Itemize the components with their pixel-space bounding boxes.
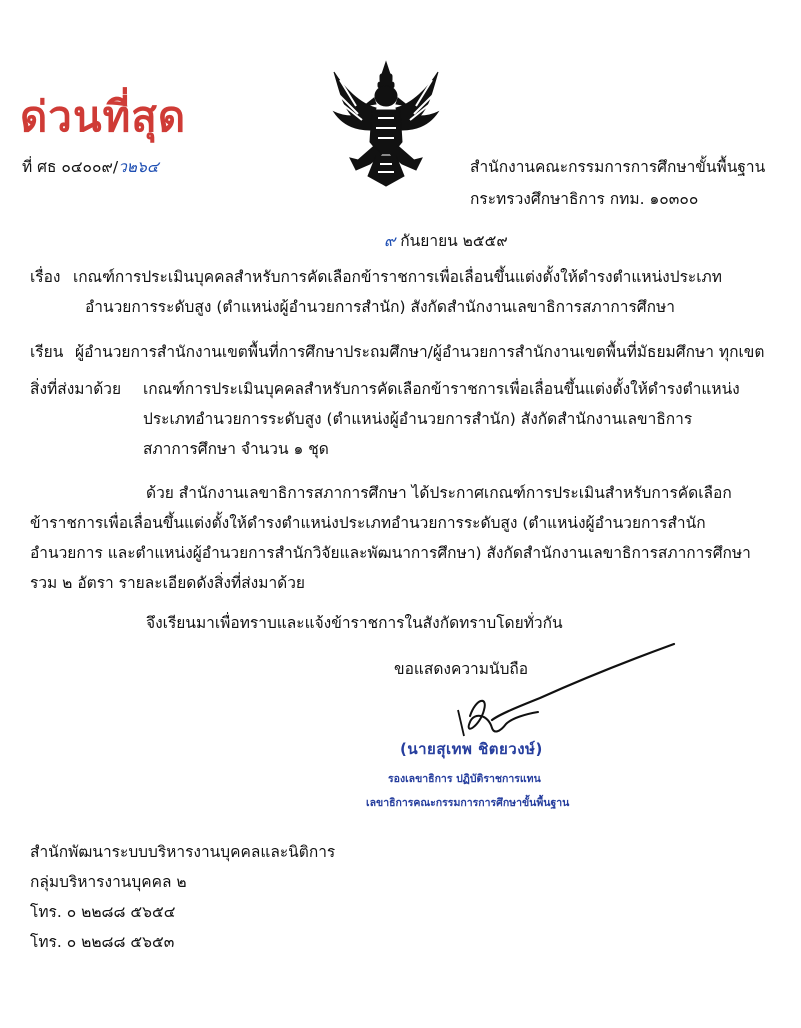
recipient-label: เรียน xyxy=(30,343,64,361)
signatory-name: (นายสุเทพ ชิตยวงษ์) xyxy=(400,740,543,758)
document-date xyxy=(384,231,508,251)
urgent-stamp: ด่วนที่สุด xyxy=(20,92,187,141)
subject-line-1: เกณฑ์การประเมินบุคคลสำหรับการคัดเลือกข้าราชการเพื่อเลื่อนขึ้นแต่งตั้งให้ดำรงตำแหน่งประเภท xyxy=(73,268,722,286)
body-line-3: อำนวยการ และตำแหน่งผู้อำนวยการสำนักวิจัยและพัฒนาการศึกษา) สังกัดสำนักงานเลขาธิการสภาการศึกษา xyxy=(30,544,751,562)
enclosure-line-1: เกณฑ์การประเมินบุคคลสำหรับการคัดเลือกข้าราชการเพื่อเลื่อนขึ้นแต่งตั้งให้ดำรงตำแหน่ง xyxy=(143,380,740,398)
body-line-4: รวม ๒ อัตรา รายละเอียดดังสิ่งที่ส่งมาด้วย xyxy=(30,574,306,592)
enclosure-line-2: ประเภทอำนวยการระดับสูง (ตำแหน่งผู้อำนวยการสำนัก) สังกัดสำนักงานเลขาธิการ xyxy=(143,410,693,428)
enclosure-line-3: สภาการศึกษา จำนวน ๑ ชุด xyxy=(143,440,329,458)
date-month-year: กันยายน ๒๕๕๙ xyxy=(400,232,508,250)
reference-prefix: ที่ ศธ ๐๔๐๐๙/ xyxy=(22,158,119,176)
document-reference xyxy=(22,157,159,177)
date-day-handwritten: ๙ xyxy=(384,232,396,250)
handwritten-signature xyxy=(430,640,680,740)
garuda-emblem-icon xyxy=(330,58,442,190)
signatory-title-line-1: รองเลขาธิการ ปฏิบัติราชการแทน xyxy=(388,773,541,785)
footer-phone-2: โทร. ๐ ๒๒๘๘ ๕๖๕๓ xyxy=(30,933,175,951)
footer-group: กลุ่มบริหารงานบุคคล ๒ xyxy=(30,873,187,891)
enclosure-label: สิ่งที่ส่งมาด้วย xyxy=(30,380,122,398)
subject-line-2: อำนวยการระดับสูง (ตำแหน่งผู้อำนวยการสำนัก) สังกัดสำนักงานเลขาธิการสภาการศึกษา xyxy=(85,298,675,316)
footer-department: สำนักพัฒนาระบบบริหารงานบุคคลและนิติการ xyxy=(30,843,336,861)
footer-phone-1: โทร. ๐ ๒๒๘๘ ๕๖๕๔ xyxy=(30,903,176,921)
recipient-text: ผู้อำนวยการสำนักงานเขตพื้นที่การศึกษาประถมศึกษา/ผู้อำนวยการสำนักงานเขตพื้นที่มัธยมศึกษา ทุกเขต xyxy=(75,343,765,361)
office-name: สำนักงานคณะกรรมการการศึกษาขั้นพื้นฐาน xyxy=(470,158,766,176)
subject-label: เรื่อง xyxy=(30,268,61,286)
body-line-2: ข้าราชการเพื่อเลื่อนขึ้นแต่งตั้งให้ดำรงตำแหน่งประเภทอำนวยการระดับสูง (ตำแหน่งผู้อำนวยการสำนัก xyxy=(30,514,706,532)
reference-handwritten-number: ว๒๖๔ xyxy=(118,158,159,176)
regards: ขอแสดงความนับถือ xyxy=(394,660,529,678)
body-line-1: ด้วย สำนักงานเลขาธิการสภาการศึกษา ได้ประกาศเกณฑ์การประเมินสำหรับการคัดเลือก xyxy=(146,484,732,502)
office-address: กระทรวงศึกษาธิการ กทม. ๑๐๓๐๐ xyxy=(470,190,699,208)
signatory-title-line-2: เลขาธิการคณะกรรมการการศึกษาขั้นพื้นฐาน xyxy=(366,797,570,809)
closing-sentence: จึงเรียนมาเพื่อทราบและแจ้งข้าราชการในสังกัดทราบโดยทั่วกัน xyxy=(146,614,563,632)
